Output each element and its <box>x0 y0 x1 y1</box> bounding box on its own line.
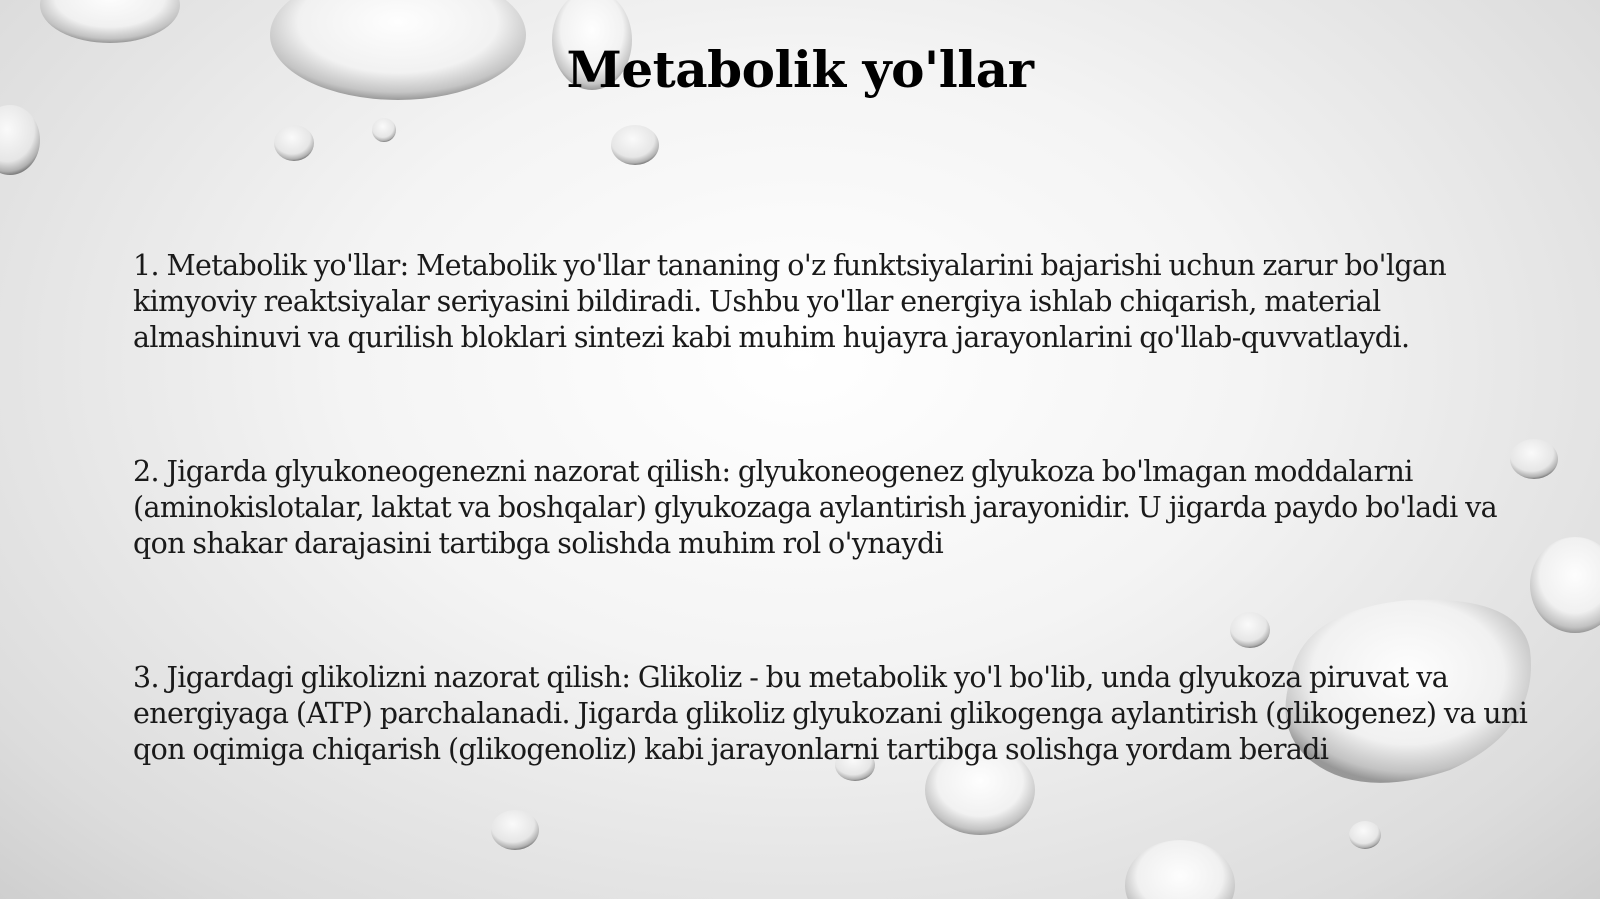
paragraph-glycolysis: 3. Jigardagi glikolizni nazorat qilish: Glikoliz - bu metabolik yo'l bo'lib, unda glyukoza piruvat va energiyaga (ATP) parchalanadi. Jigarda glikoliz glyukozani glikogenga aylantirish (glikogenez) va uni qon oqimiga chiqarish (glikogenoliz) kabi jarayonlarni tartibga solishga yordam beradi <box>133 661 1528 766</box>
water-drop <box>611 125 659 165</box>
slide-title: Metabolik yo'llar <box>566 40 1034 99</box>
water-drop <box>1125 840 1235 899</box>
water-drop <box>491 810 539 850</box>
water-drop <box>274 125 314 161</box>
paragraph-gluconeogenesis: 2. Jigarda glyukoneogenezni nazorat qilish: glyukoneogenez glyukoza bo'lmagan moddalarni (aminokislotalar, laktat va boshqalar) glyukozaga aylantirish jarayonidir. U jigarda paydo bo'ladi va qon shakar darajasini tartibga solishda muhim rol o'ynaydi <box>133 455 1498 560</box>
water-drop <box>40 0 180 43</box>
water-drop <box>1230 612 1270 648</box>
paragraph-metabolic-pathways: 1. Metabolik yo'llar: Metabolik yo'llar tananing o'z funktsiyalarini bajarishi uchun zarur bo'lgan kimyoviy reaktsiyalar seriyasini bildiradi. Ushbu yo'llar energiya ishlab chiqarish, material almashinuvi va qurilish bloklari sintezi kabi muhim hujayra jarayonlarini qo'llab-quvvatlaydi. <box>133 249 1447 354</box>
water-drop <box>1349 821 1381 849</box>
water-drop <box>0 105 40 175</box>
water-drop <box>372 118 396 142</box>
